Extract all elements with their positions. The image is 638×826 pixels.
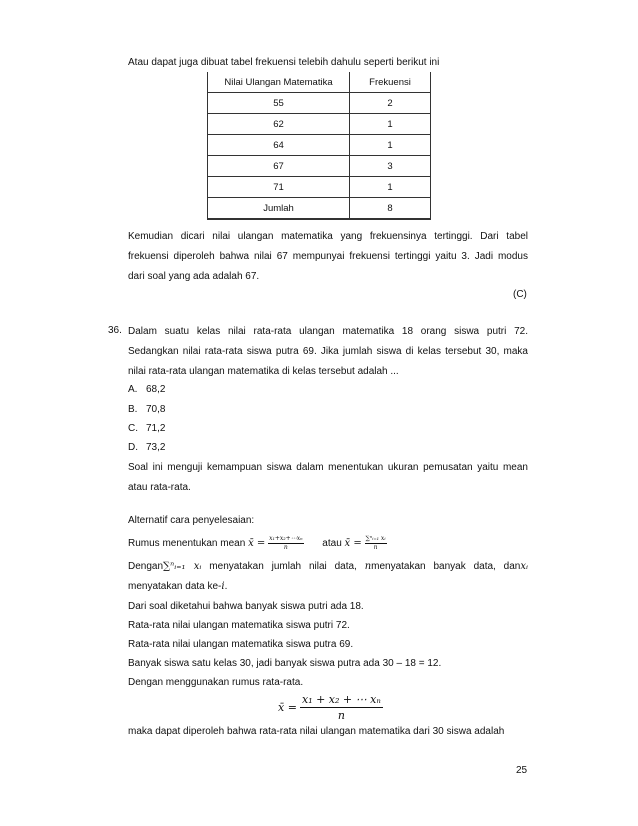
option-c xyxy=(128,423,165,434)
table-cell: 2 xyxy=(350,93,431,114)
option-value: 68,2 xyxy=(146,384,166,395)
option-value: 73,2 xyxy=(146,442,166,453)
table-cell: Jumlah xyxy=(208,198,350,220)
option-letter: B. xyxy=(128,404,138,415)
option-letter: A. xyxy=(128,384,138,395)
fraction-denominator: n xyxy=(283,543,288,551)
table-row xyxy=(208,135,431,156)
xbar-symbol: x̄ = xyxy=(248,538,266,549)
table-header-row xyxy=(208,72,431,93)
option-letter: D. xyxy=(128,442,138,453)
fact-line: Banyak siswa satu kelas 30, jadi banyak siswa putra ada 30 – 18 = 12. xyxy=(128,658,442,669)
dengan-text: Dengan xyxy=(128,561,164,572)
option-a xyxy=(128,384,165,395)
fact-line: Rata-rata nilai ulangan matematika siswa putri 72. xyxy=(128,620,350,631)
table-row xyxy=(208,114,431,135)
table-header-frekuensi: Frekuensi xyxy=(350,72,431,93)
option-b xyxy=(128,404,165,415)
explanation-line: frekuensi diperoleh bahwa nilai 67 mempunyai frekuensi tertinggi yaitu 3. Jadi modus xyxy=(128,251,528,262)
definition-text: menyatakan banyak data, dan xyxy=(371,561,521,572)
definition-text: menyatakan data ke- xyxy=(128,581,222,592)
conclusion-line: maka dapat diperoleh bahwa rata-rata nilai ulangan matematika dari 30 siswa adalah xyxy=(128,726,505,737)
mean-denominator: n xyxy=(337,709,345,722)
definition-text: menyatakan jumlah nilai data, xyxy=(209,561,357,572)
formula-line xyxy=(128,532,387,556)
fraction-numerator: x₁+x₂+⋯xₙ xyxy=(269,534,303,542)
or-text: atau xyxy=(322,538,342,549)
i-symbol: i xyxy=(221,581,225,592)
table-row xyxy=(208,156,431,177)
fact-line: Dari soal diketahui bahwa banyak siswa putri ada 18. xyxy=(128,601,364,612)
frequency-table xyxy=(207,72,431,220)
answer-label: (C) xyxy=(513,289,527,300)
mean-numerator: x₁ + x₂ + ⋯ xₙ xyxy=(301,693,381,706)
table-cell: 71 xyxy=(208,177,350,198)
definition-line-2 xyxy=(128,580,528,593)
formula-intro: Rumus menentukan mean xyxy=(128,538,246,549)
table-row xyxy=(208,177,431,198)
purpose-line: Soal ini menguji kemampuan siswa dalam menentukan ukuran pemusatan yaitu mean xyxy=(128,462,528,473)
n-symbol: n xyxy=(364,561,372,572)
table-cell: 67 xyxy=(208,156,350,177)
fact-line: Rata-rata nilai ulangan matematika siswa putra 69. xyxy=(128,639,354,650)
question-line: nilai rata-rata ulangan matematika di kelas tersebut adalah ... xyxy=(128,366,399,377)
table-cell: 1 xyxy=(350,114,431,135)
xbar-symbol: x̄ = xyxy=(278,701,297,714)
explanation-line: dari soal yang ada adalah 67. xyxy=(128,271,260,282)
alt-title: Alternatif cara penyelesaian: xyxy=(128,515,255,526)
table-row xyxy=(208,93,431,114)
question-line: Sedangkan nilai rata-rata siswa putra 69. Jika jumlah siswa di kelas tersebut 30, maka xyxy=(128,346,528,357)
table-cell: 3 xyxy=(350,156,431,177)
xbar-symbol: x̄ = xyxy=(344,538,362,549)
sum-symbol: ∑ⁿᵢ₌₁ xᵢ xyxy=(163,561,202,572)
fact-line: Dengan menggunakan rumus rata-rata. xyxy=(128,677,304,688)
period: . xyxy=(224,581,228,592)
explanation-line: Kemudian dicari nilai ulangan matematika yang frekuensinya tertinggi. Dari tabel xyxy=(128,231,528,242)
table-cell: 8 xyxy=(350,198,431,220)
option-value: 70,8 xyxy=(146,404,166,415)
option-letter: C. xyxy=(128,423,138,434)
fraction-sigma xyxy=(365,535,387,552)
option-d xyxy=(128,442,165,453)
table-header-nilai: Nilai Ulangan Matematika xyxy=(208,72,350,93)
intro-text: Atau dapat juga dibuat tabel frekuensi telebih dahulu seperti berikut ini xyxy=(128,57,440,68)
page-number: 25 xyxy=(516,765,528,776)
definition-line xyxy=(128,560,528,573)
mean-fraction xyxy=(300,692,383,723)
fraction-sum xyxy=(268,535,303,552)
fraction-denominator: n xyxy=(373,543,378,551)
purpose-line: atau rata-rata. xyxy=(128,482,191,493)
table-cell: 62 xyxy=(208,114,350,135)
question-number: 36. xyxy=(108,325,122,336)
mean-formula xyxy=(278,692,383,723)
xi-symbol: xᵢ xyxy=(520,561,529,572)
table-cell: 64 xyxy=(208,135,350,156)
table-total-row xyxy=(208,198,431,220)
table-cell: 1 xyxy=(350,135,431,156)
table-cell: 1 xyxy=(350,177,431,198)
table-cell: 55 xyxy=(208,93,350,114)
fraction-numerator: ∑ⁿᵢ₌₁ xᵢ xyxy=(365,534,386,542)
question-line: Dalam suatu kelas nilai rata-rata ulangan matematika 18 orang siswa putri 72. xyxy=(128,326,528,337)
option-value: 71,2 xyxy=(146,423,166,434)
